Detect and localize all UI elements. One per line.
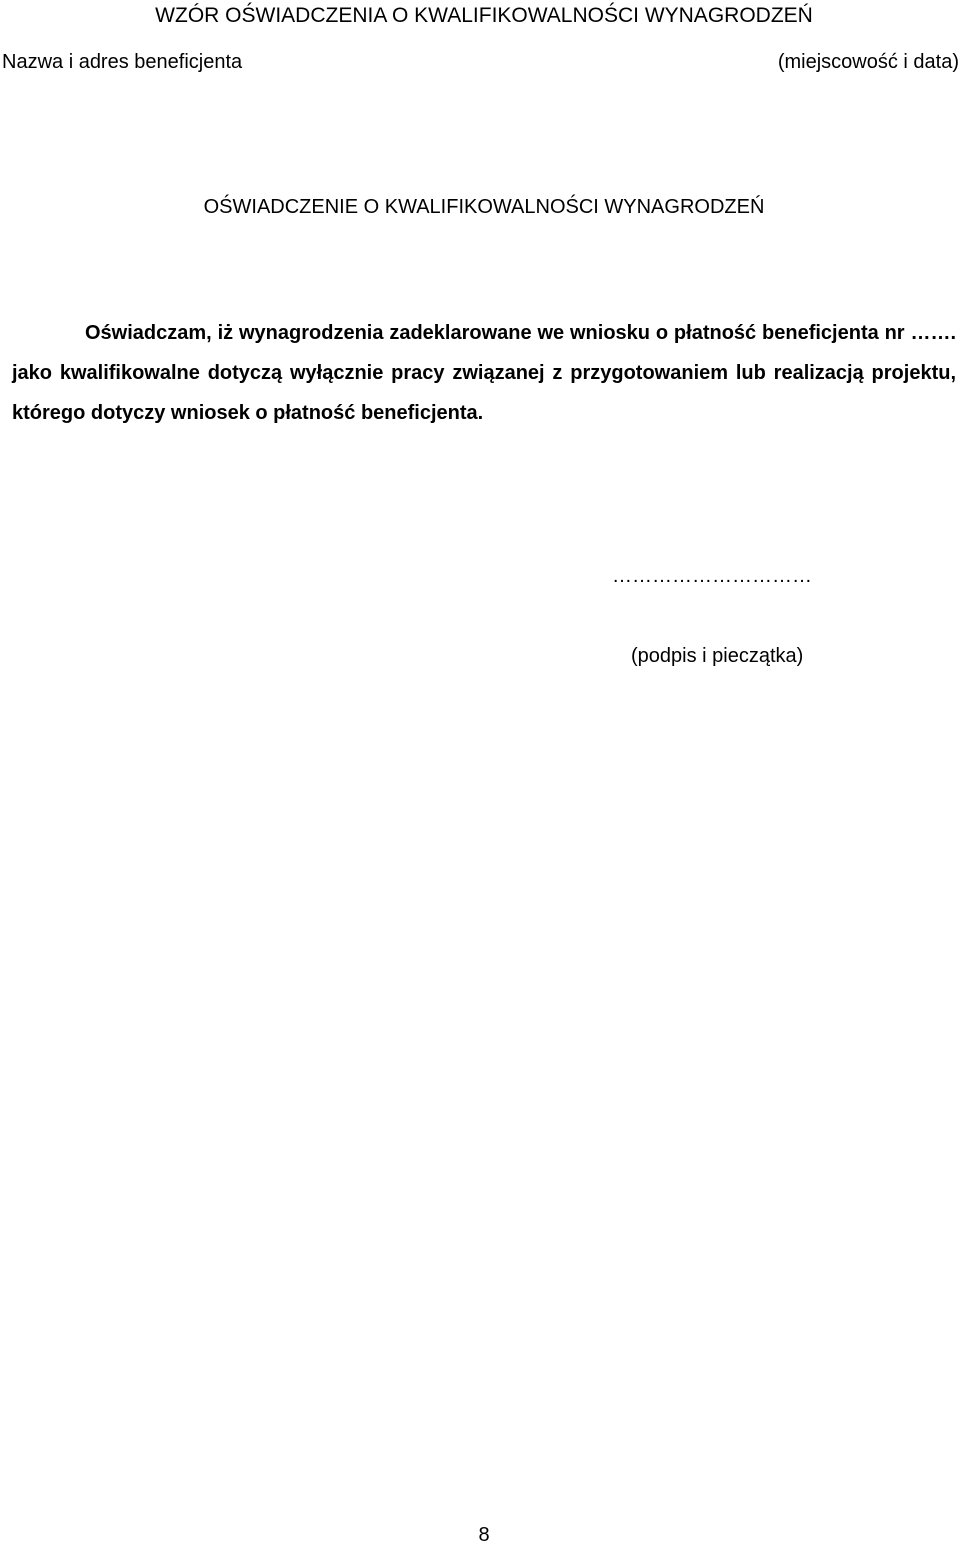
signature-stamp-label: (podpis i pieczątka) [631, 645, 804, 667]
page-number: 8 [478, 1524, 490, 1546]
statement-title: OŚWIADCZENIE O KWALIFIKOWALNOŚCI WYNAGRODZEŃ [203, 196, 765, 218]
beneficiary-name-address-label: Nazwa i adres beneficjenta [2, 51, 243, 73]
statement-body: Oświadczam, iż wynagrodzenia zadeklarowane we wniosku o płatność beneficjenta nr ……. jako kwalifikowalne dotyczą wyłącznie pracy związanej z przygotowaniem lub realizacją projektu, którego dotyczy wniosek o płatność beneficjenta. [12, 322, 956, 424]
signature-line: ………………………… [612, 565, 812, 587]
document-header-title: WZÓR OŚWIADCZENIA O KWALIFIKOWALNOŚCI WYNAGRODZEŃ [155, 4, 813, 27]
place-and-date-label: (miejscowość i data) [777, 51, 959, 73]
